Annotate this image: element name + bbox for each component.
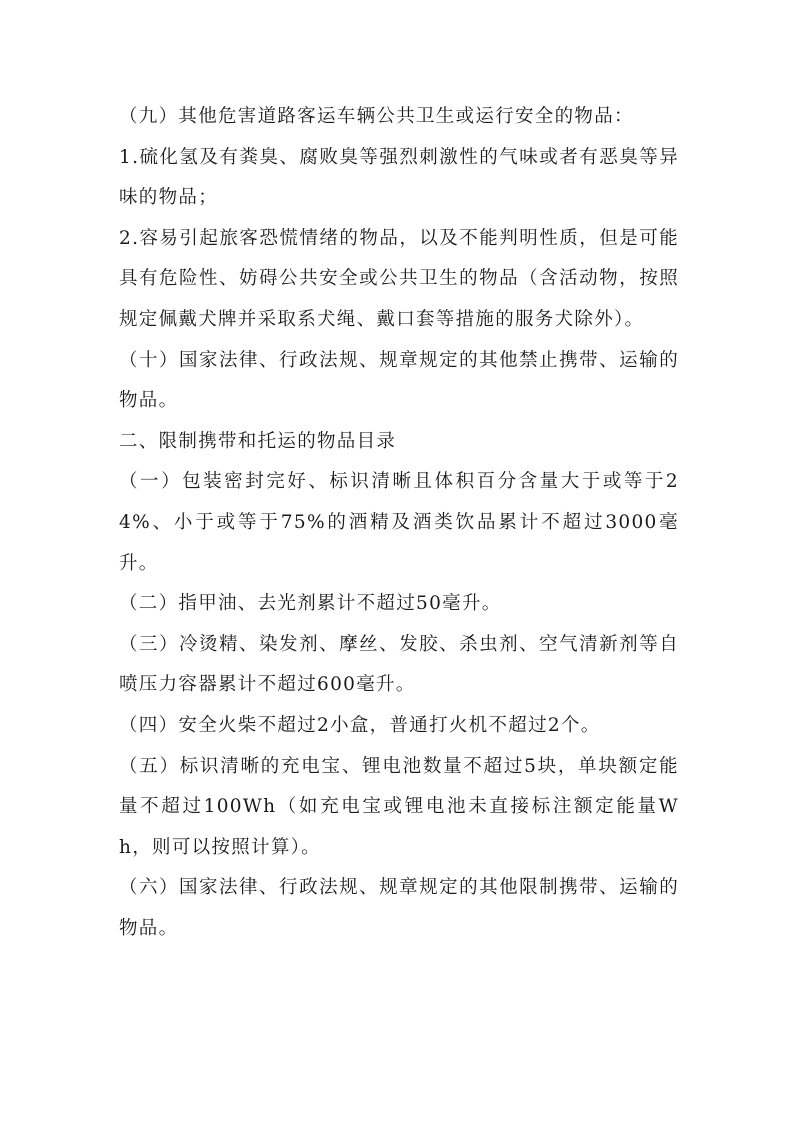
paragraph-restricted-5: （五）标识清晰的充电宝、锂电池数量不超过5块，单块额定能量不超过100Wh（如充电宝或锂电池未直接标注额定能量Wh，则可以按照计算）。 bbox=[119, 755, 679, 858]
paragraph-restricted-4: （四）安全火柴不超过2小盒，普通打火机不超过2个。 bbox=[119, 714, 601, 736]
paragraph-restricted-3: （三）冷烫精、染发剂、摩丝、发胶、杀虫剂、空气清新剂等自喷压力容器累计不超过600毫升。 bbox=[119, 633, 679, 696]
document-body bbox=[119, 97, 679, 949]
paragraph-item-9-2: 2.容易引起旅客恐慌情绪的物品，以及不能判明性质，但是可能具有危险性、妨碍公共安全或公共卫生的物品（含活动物，按照规定佩戴犬牌并采取系犬绳、戴口套等措施的服务犬除外）。 bbox=[119, 227, 679, 330]
paragraph-item-10: （十）国家法律、行政法规、规章规定的其他禁止携带、运输的物品。 bbox=[119, 349, 679, 412]
paragraph-restricted-6: （六）国家法律、行政法规、规章规定的其他限制携带、运输的物品。 bbox=[119, 877, 679, 939]
paragraph-restricted-2: （二）指甲油、去光剂累计不超过50毫升。 bbox=[119, 593, 502, 615]
paragraph-restricted-1: （一）包装密封完好、标识清晰且体积百分含量大于或等于24%、小于或等于75%的酒精及酒类饮品累计不超过3000毫升。 bbox=[119, 471, 679, 574]
paragraph-item-9: （九）其他危害道路客运车辆公共卫生或运行安全的物品： bbox=[119, 106, 634, 127]
section-heading-restricted-items: 二、限制携带和托运的物品目录 bbox=[119, 430, 397, 452]
paragraph-item-9-1: 1.硫化氢及有粪臭、腐败臭等强烈刺激性的气味或者有恶臭等异味的物品； bbox=[119, 146, 679, 209]
